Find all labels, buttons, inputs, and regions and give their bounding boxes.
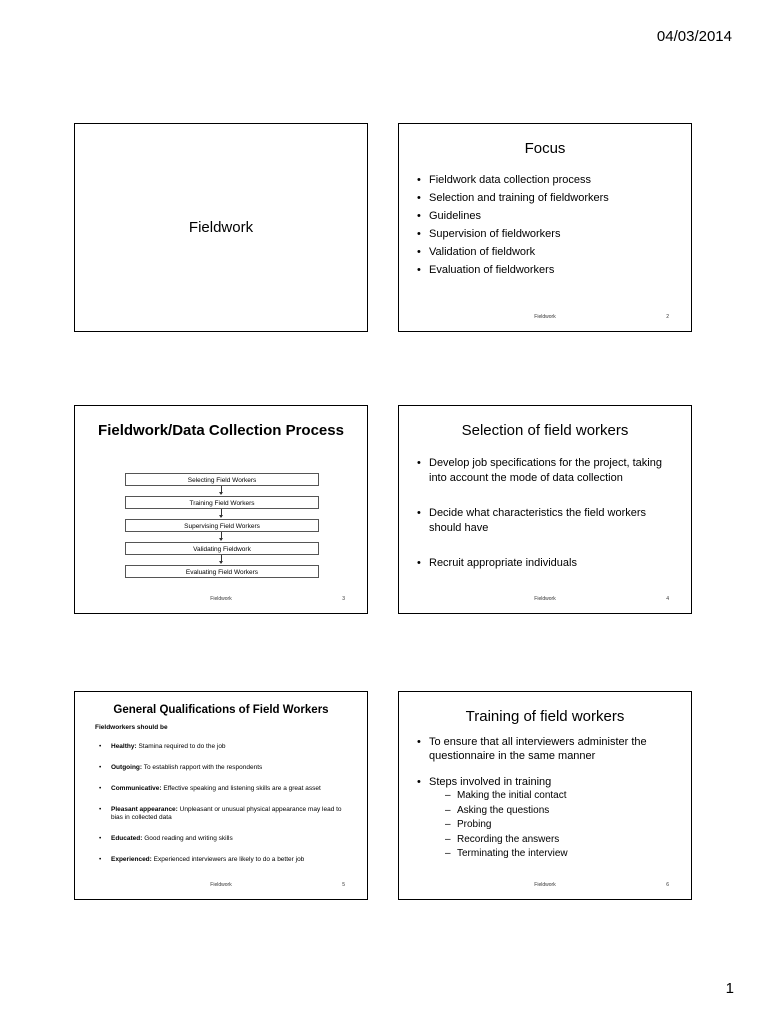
slide-2	[398, 123, 692, 332]
item-term: Communicative:	[111, 785, 162, 792]
list-item	[99, 764, 343, 772]
slide-footer-label: Fieldwork	[534, 596, 556, 602]
bullet-list	[417, 456, 679, 571]
arrow-down-icon	[125, 555, 319, 565]
slide-footer-label: Fieldwork	[534, 882, 556, 888]
flow-step: Validating Fieldwork	[125, 542, 319, 555]
slide-title: Training of field workers	[465, 708, 625, 725]
list-item	[99, 835, 343, 843]
flow-step: Selecting Field Workers	[125, 473, 319, 486]
sub-bullet-list	[429, 789, 681, 862]
list-item: • Decide what characteristics the field workers should have	[417, 506, 679, 536]
bullet-list	[417, 174, 679, 282]
item-desc: Unpleasant or unusual physical appearance may lead to bias in collected data	[111, 806, 342, 821]
sub-list-item: – Terminating the interview	[445, 847, 681, 862]
slide-title: Selection of field workers	[461, 422, 629, 439]
list-item: • Fieldwork data collection process	[417, 174, 679, 187]
slide-6	[398, 691, 692, 900]
list-item: • Guidelines	[417, 210, 679, 223]
slide-title: Focus	[524, 140, 566, 157]
list-item: • Selection and training of fieldworkers	[417, 192, 679, 205]
process-flow	[125, 473, 319, 578]
list-item: • Develop job specifications for the project, taking into account the mode of data collection	[417, 456, 679, 486]
list-item: • Supervision of fieldworkers	[417, 228, 679, 241]
slide-number: 5	[342, 882, 345, 888]
arrow-down-icon	[125, 509, 319, 519]
bullet-list	[99, 743, 343, 877]
item-term: Educated:	[111, 835, 143, 842]
slide-1	[74, 123, 368, 332]
item-desc: Good reading and writing skills	[142, 835, 233, 842]
item-desc: Effective speaking and listening skills are a great asset	[161, 785, 321, 792]
item-desc: To establish rapport with the respondents	[142, 764, 263, 771]
slide-title: Fieldwork	[188, 219, 254, 236]
arrow-down-icon	[125, 486, 319, 496]
page-number: 1	[725, 980, 734, 997]
list-item: • To ensure that all interviewers administer the questionnaire in the same manner	[417, 735, 681, 763]
slide-footer-label: Fieldwork	[210, 882, 232, 888]
slide-number: 6	[666, 882, 669, 888]
item-term: Outgoing:	[111, 764, 143, 771]
list-item	[417, 775, 681, 862]
sub-list-item: – Asking the questions	[445, 804, 681, 819]
list-item: • Recruit appropriate individuals	[417, 556, 679, 571]
slide-3	[74, 405, 368, 614]
slide-number: 3	[342, 596, 345, 602]
slide-number: 4	[666, 596, 669, 602]
item-desc: Experienced interviewers are likely to do a better job	[151, 856, 305, 863]
slide-5	[74, 691, 368, 900]
list-item	[99, 856, 343, 864]
slide-4	[398, 405, 692, 614]
sub-list-item: – Recording the answers	[445, 833, 681, 848]
slide-footer-label: Fieldwork	[210, 596, 232, 602]
sub-list-item: – Making the initial contact	[445, 789, 681, 804]
slide-footer-label: Fieldwork	[534, 314, 556, 320]
item-desc: Stamina required to do the job	[136, 743, 226, 750]
bullet-list	[417, 735, 681, 862]
list-item-label: Steps involved in training	[429, 776, 552, 788]
sub-list-item: – Probing	[445, 818, 681, 833]
slide-intro: Fieldworkers should be	[95, 724, 168, 731]
item-term: Experienced:	[111, 856, 152, 863]
slide-title: Fieldwork/Data Collection Process	[98, 422, 344, 439]
item-term: Pleasant appearance:	[111, 806, 178, 813]
flow-step: Supervising Field Workers	[125, 519, 319, 532]
flow-step: Training Field Workers	[125, 496, 319, 509]
list-item	[99, 806, 343, 822]
slide-number: 2	[666, 314, 669, 320]
list-item: • Validation of fieldwork	[417, 246, 679, 259]
item-term: Healthy:	[111, 743, 137, 750]
page-date: 04/03/2014	[656, 28, 732, 45]
list-item	[99, 785, 343, 793]
arrow-down-icon	[125, 532, 319, 542]
flow-step: Evaluating Field Workers	[125, 565, 319, 578]
list-item: • Evaluation of fieldworkers	[417, 264, 679, 277]
list-item	[99, 743, 343, 751]
slide-title: General Qualifications of Field Workers	[113, 704, 329, 716]
